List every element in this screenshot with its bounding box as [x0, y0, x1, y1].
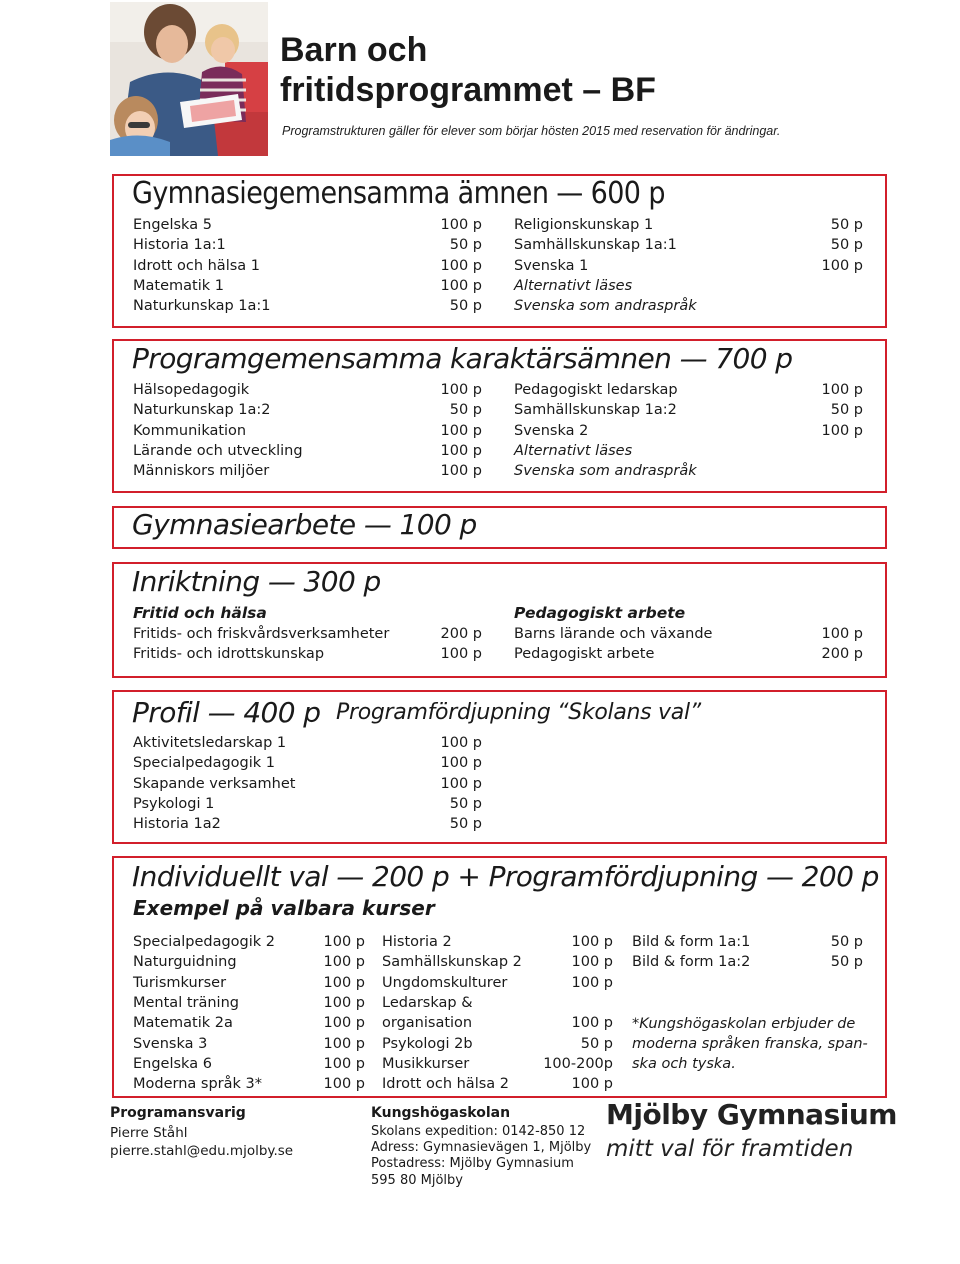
course-name: Historia 1a:1 — [133, 237, 226, 254]
course-points: 100 p — [571, 974, 613, 991]
course-name: Pedagogiskt ledarskap — [514, 382, 678, 398]
course-name: Bild & form 1a:1 — [632, 934, 751, 950]
course-points: 100 p — [571, 954, 613, 971]
course-points: 50 p — [830, 217, 863, 233]
course-points: 100 p — [440, 463, 482, 480]
language-note: *Kungshögaskolan erbjuder de moderna språken franska, span- ska och tyska. — [632, 1016, 868, 1072]
course-points: 100 p — [440, 735, 482, 751]
course-points: 200 p — [440, 626, 482, 642]
section-heading: Inriktning — 300 p — [132, 565, 381, 598]
course-name: Pedagogiskt arbete — [514, 646, 655, 663]
school-logo-slogan: mitt val för framtiden — [606, 1136, 854, 1162]
school-line: Adress: Gymnasievägen 1, Mjölby — [371, 1140, 592, 1155]
course-name: Fritids- och idrottskunskap — [133, 646, 325, 663]
course-name: Idrott och hälsa 1 — [133, 257, 260, 274]
course-name: Samhällskunskap 1a:2 — [514, 402, 677, 419]
course-name: Psykologi 2b — [382, 1035, 473, 1052]
course-points: 100 p — [440, 442, 482, 459]
course-name: Naturkunskap 1a:1 — [133, 298, 271, 315]
course-name: Bild & form 1a:2 — [632, 954, 751, 971]
course-points: 100 p — [821, 626, 863, 642]
course-name: Historia 1a2 — [133, 816, 221, 833]
section-heading: Individuellt val — 200 p + Programfördjupning — 200 p — [132, 860, 879, 893]
section-heading: Profil — 400 p — [132, 696, 321, 729]
course-points: 50 p — [580, 1035, 613, 1052]
course-points: 200 p — [821, 646, 863, 663]
course-points: 100 p — [323, 934, 365, 950]
course-name: Historia 2 — [382, 934, 452, 950]
subsection-title: Fritid och hälsa — [133, 604, 267, 622]
course-points: 100 p — [440, 257, 482, 274]
course-name: Hälsopedagogik — [133, 382, 250, 398]
course-name: Samhällskunskap 2 — [382, 954, 522, 971]
course-name: Ledarskap & — [382, 994, 473, 1011]
subsection-title: Pedagogiskt arbete — [514, 604, 686, 622]
school-line: Skolans expedition: 0142-850 12 — [371, 1124, 586, 1139]
course-name: Specialpedagogik 1 — [133, 755, 275, 772]
school-logo-name: Mjölby Gymnasium — [606, 1098, 897, 1131]
course-points: 100 p — [323, 974, 365, 991]
course-name: Naturkunskap 1a:2 — [133, 402, 271, 419]
course-name: Svenska 1 — [514, 257, 589, 274]
course-points: 100 p — [821, 422, 863, 439]
course-points: 100 p — [323, 1055, 365, 1072]
header-photo — [110, 2, 268, 156]
course-name: Alternativt läses — [514, 277, 633, 294]
course-name: Musikkurser — [382, 1055, 470, 1072]
course-points: 100 p — [440, 217, 482, 233]
course-points: 50 p — [830, 934, 863, 950]
school-line: 595 80 Mjölby — [371, 1173, 463, 1188]
course-points: 100 p — [571, 934, 613, 950]
course-points: 100 p — [440, 775, 482, 792]
course-points: 50 p — [830, 954, 863, 971]
course-points: 50 p — [830, 237, 863, 254]
course-name: Barns lärande och växande — [514, 626, 713, 642]
course-name: Svenska som andraspråk — [514, 298, 697, 315]
section-heading: Gymnasiegemensamma ämnen — 600 p — [132, 176, 665, 211]
course-points: 100 p — [571, 1076, 613, 1093]
course-points: 50 p — [449, 298, 482, 315]
course-points: 50 p — [830, 402, 863, 419]
course-points: 100 p — [323, 1076, 365, 1093]
course-name: Engelska 5 — [133, 217, 212, 233]
course-points: 100 p — [440, 646, 482, 663]
course-name: Kommunikation — [133, 422, 247, 439]
course-points: 100 p — [323, 1035, 365, 1052]
course-name: Svenska som andraspråk — [514, 463, 697, 480]
section-heading-secondary: Programfördjupning “Skolans val” — [336, 700, 701, 725]
course-name: Lärande och utveckling — [133, 442, 303, 459]
section-subheading: Exempel på valbara kurser — [133, 896, 435, 920]
school-title: Kungshögaskolan — [371, 1105, 511, 1121]
section-heading: Programgemensamma karaktärsämnen — 700 p — [132, 342, 793, 375]
course-name: Aktivitetsledarskap 1 — [133, 735, 287, 751]
course-points: 50 p — [449, 402, 482, 419]
course-name: Matematik 2a — [133, 1015, 233, 1032]
responsible-email[interactable]: pierre.stahl@edu.mjolby.se — [110, 1143, 294, 1159]
course-name: Idrott och hälsa 2 — [382, 1076, 509, 1093]
responsible-title: Programansvarig — [110, 1105, 246, 1121]
course-name: Ungdomskulturer — [382, 974, 508, 991]
section-heading: Gymnasiearbete — 100 p — [132, 508, 477, 541]
course-points: 100 p — [323, 1015, 365, 1032]
course-name: Specialpedagogik 2 — [133, 934, 275, 950]
course-name: Människors miljöer — [133, 463, 270, 480]
course-name: Religionskunskap 1 — [514, 217, 654, 233]
course-points: 100 p — [440, 277, 482, 294]
responsible-name: Pierre Ståhl — [110, 1125, 188, 1141]
course-name: Moderna språk 3* — [133, 1076, 262, 1093]
page-subtitle: Programstrukturen gäller för elever som börjar hösten 2015 med reservation för ändringar. — [282, 124, 781, 138]
course-name: Svenska 2 — [514, 422, 589, 439]
course-name: Engelska 6 — [133, 1055, 212, 1072]
course-points: 100 p — [821, 382, 863, 398]
course-points: 100 p — [323, 994, 365, 1011]
course-points: 100 p — [821, 257, 863, 274]
course-name: Skapande verksamhet — [133, 775, 296, 792]
course-points: 50 p — [449, 816, 482, 833]
course-points: 100 p — [571, 1015, 613, 1032]
course-points: 100 p — [440, 755, 482, 772]
course-name: Turismkurser — [133, 974, 227, 991]
course-name: Samhällskunskap 1a:1 — [514, 237, 677, 254]
course-points: 100 p — [323, 954, 365, 971]
course-points: 50 p — [449, 795, 482, 812]
course-points: 100-200p — [543, 1055, 613, 1072]
course-name: Psykologi 1 — [133, 795, 215, 812]
course-points: 100 p — [440, 422, 482, 439]
school-line: Postadress: Mjölby Gymnasium — [371, 1156, 574, 1171]
course-points: 100 p — [440, 382, 482, 398]
course-name: Naturguidning — [133, 954, 237, 971]
course-name: Mental träning — [133, 994, 239, 1011]
course-name: Matematik 1 — [133, 277, 224, 294]
course-name: Alternativt läses — [514, 442, 633, 459]
page-title: Barn och fritidsprogrammet – BF — [280, 31, 656, 109]
course-points: 50 p — [449, 237, 482, 254]
course-name: Svenska 3 — [133, 1035, 208, 1052]
course-name: Fritids- och friskvårdsverksamheter — [133, 626, 390, 642]
course-name: organisation — [382, 1015, 473, 1032]
